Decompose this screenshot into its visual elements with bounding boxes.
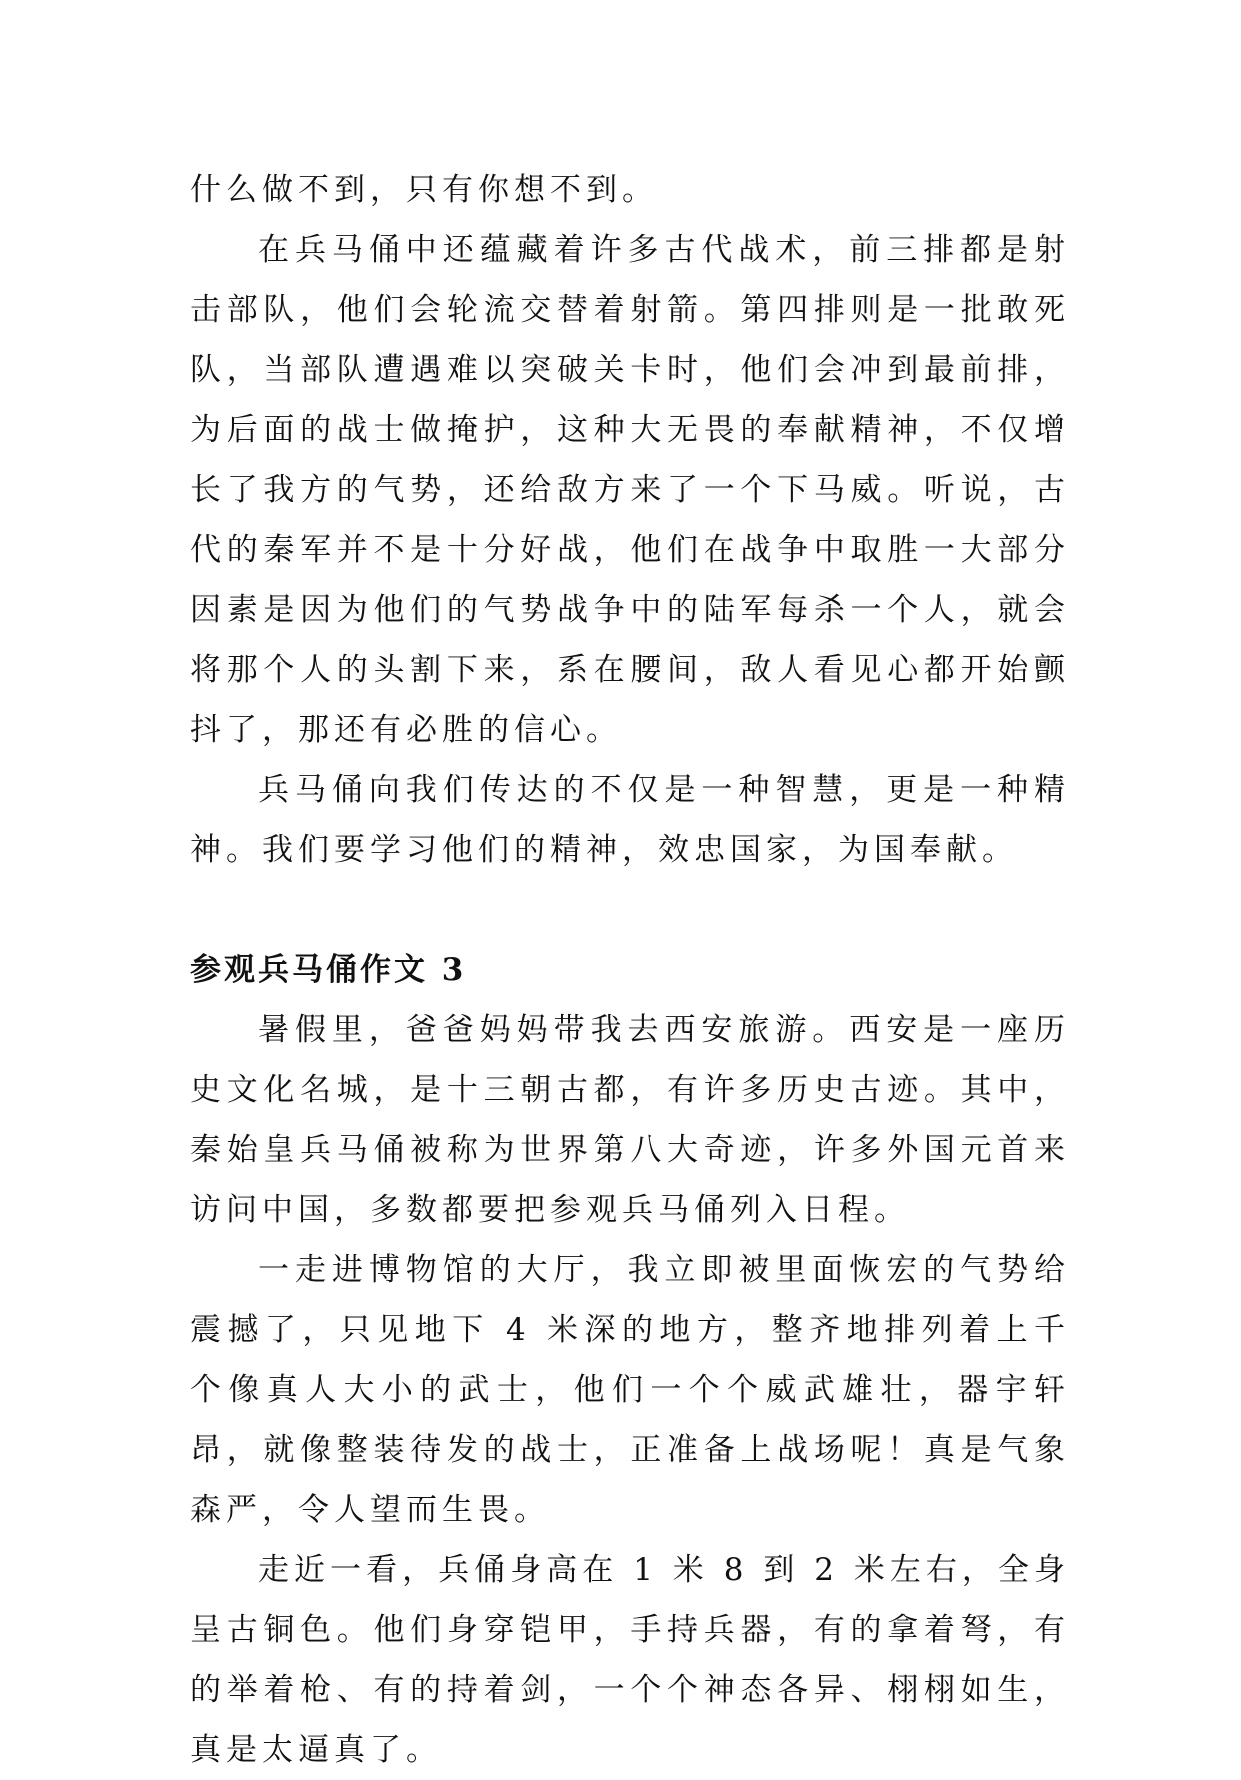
paragraph-xian-trip: 暑假里，爸爸妈妈带我去西安旅游。西安是一座历史文化名城，是十三朝古都，有许多历史古迹。其中，秦始皇兵马俑被称为世界第八大奇迹，许多外国元首来访问中国，多数都要把参观兵马俑列入日程。	[190, 1012, 1070, 1228]
section-title: 参观兵马俑作文 3	[190, 952, 467, 988]
paragraph-continuation: 什么做不到，只有你想不到。	[190, 172, 658, 208]
document-page	[190, 160, 1070, 1780]
paragraph-close-look: 走近一看，兵俑身高在 1 米 8 到 2 米左右，全身呈古铜色。他们身穿铠甲，手持兵器，有的拿着弩，有的举着枪、有的持着剑，一个个神态各异、栩栩如生，真是太逼真了。	[190, 1552, 1070, 1768]
paragraph-museum-hall: 一走进博物馆的大厅，我立即被里面恢宏的气势给震撼了，只见地下 4 米深的地方，整齐地排列着上千个像真人大小的武士，他们一个个威武雄壮，器宇轩昂，就像整装待发的战士，正准备上战场呢！真是气象森严，令人望而生畏。	[190, 1252, 1070, 1528]
paragraph-spirit: 兵马俑向我们传达的不仅是一种智慧，更是一种精神。我们要学习他们的精神，效忠国家，为国奉献。	[190, 772, 1070, 868]
paragraph-tactics: 在兵马俑中还蕴藏着许多古代战术，前三排都是射击部队，他们会轮流交替着射箭。第四排则是一批敢死队，当部队遭遇难以突破关卡时，他们会冲到最前排，为后面的战士做掩护，这种大无畏的奉献精神，不仅增长了我方的气势，还给敌方来了一个下马威。听说，古代的秦军并不是十分好战，他们在战争中取胜一大部分因素是因为他们的气势战争中的陆军每杀一个人，就会将那个人的头割下来，系在腰间，敌人看见心都开始颤抖了，那还有必胜的信心。	[190, 232, 1070, 748]
